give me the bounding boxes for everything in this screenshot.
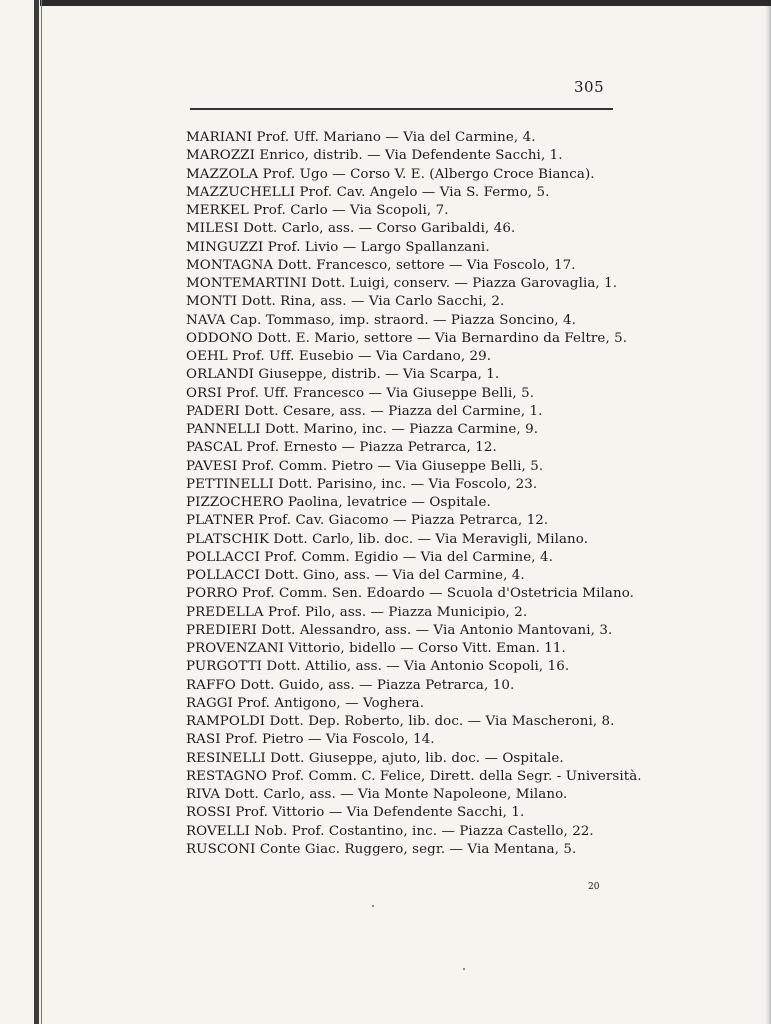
directory-entry: MERKEL Prof. Carlo — Via Scopoli, 7. (186, 203, 449, 218)
directory-entry: PADERI Dott. Cesare, ass. — Piazza del Carmine, 1. (186, 403, 543, 419)
directory-entry: PIZZOCHERO Paolina, levatrice — Ospitale. (186, 495, 491, 510)
speck (372, 905, 374, 907)
directory-entry: PASCAL Prof. Ernesto — Piazza Petrarca, 12. (186, 440, 497, 456)
directory-entry: MAZZOLA Prof. Ugo — Corso V. E. (Albergo Croce Bianca). (186, 166, 595, 182)
page-number: 305 (574, 78, 605, 96)
directory-entry: RAFFO Dott. Guido, ass. — Piazza Petrarca, 10. (186, 677, 515, 693)
directory-entry: PANNELLI Dott. Marino, inc. — Piazza Carmine, 9. (186, 422, 539, 437)
directory-entry: ORSI Prof. Uff. Francesco — Via Giuseppe Belli, 5. (186, 385, 535, 401)
directory-entry: MONTI Dott. Rina, ass. — Via Carlo Sacchi, 2. (186, 294, 505, 310)
directory-entry: RUSCONI Conte Giac. Ruggero, segr. — Via Mentana, 5. (186, 841, 577, 857)
page-top-edge (40, 0, 771, 6)
directory-entry: MINGUZZI Prof. Livio — Largo Spallanzani. (186, 239, 490, 255)
speck (463, 968, 465, 970)
header-rule (190, 108, 613, 110)
signature-mark: 20 (588, 882, 600, 892)
directory-entry: MARIANI Prof. Uff. Mariano — Via del Carmine, 4. (186, 130, 536, 145)
directory-entry: MONTAGNA Dott. Francesco, settore — Via Foscolo, 17. (186, 257, 576, 273)
directory-entry: POLLACCI Prof. Comm. Egidio — Via del Carmine, 4. (186, 549, 553, 565)
directory-entry: MAZZUCHELLI Prof. Cav. Angelo — Via S. Fermo, 5. (186, 184, 550, 200)
directory-entry: RESINELLI Dott. Giuseppe, ajuto, lib. doc. — Ospitale. (186, 750, 564, 766)
directory-entry: PLATNER Prof. Cav. Giacomo — Piazza Petrarca, 12. (186, 513, 549, 529)
directory-entry: POLLACCI Dott. Gino, ass. — Via del Carmine, 4. (186, 568, 525, 583)
directory-entry: MILESI Dott. Carlo, ass. — Corso Garibaldi, 46. (186, 221, 516, 237)
directory-entry: PREDIERI Dott. Alessandro, ass. — Via Antonio Mantovani, 3. (186, 622, 613, 638)
directory-entry: MAROZZI Enrico, distrib. — Via Defendente Sacchi, 1. (186, 148, 563, 164)
directory-entry: ORLANDI Giuseppe, distrib. — Via Scarpa, 1. (186, 367, 500, 383)
directory-entry: RIVA Dott. Carlo, ass. — Via Monte Napoleone, Milano. (186, 787, 568, 802)
directory-entry: ROSSI Prof. Vittorio — Via Defendente Sacchi, 1. (186, 805, 525, 821)
directory-entry: PLATSCHIK Dott. Carlo, lib. doc. — Via Meravigli, Milano. (186, 531, 589, 547)
directory-entry: PROVENZANI Vittorio, bidello — Corso Vitt. Eman. 11. (186, 641, 566, 656)
directory-entry: ROVELLI Nob. Prof. Costantino, inc. — Piazza Castello, 22. (186, 823, 594, 839)
directory-entry: RASI Prof. Pietro — Via Foscolo, 14. (186, 732, 435, 748)
binding-edge (34, 0, 39, 1024)
directory-entry: ODDONO Dott. E. Mario, settore — Via Bernardino da Feltre, 5. (186, 330, 628, 346)
page-right-edge (765, 6, 771, 1024)
directory-entry: MONTEMARTINI Dott. Luigi, conserv. — Piazza Garovaglia, 1. (186, 276, 618, 291)
directory-entry: PORRO Prof. Comm. Sen. Edoardo — Scuola d'Ostetricia Milano. (186, 586, 634, 602)
directory-entry: PREDELLA Prof. Pilo, ass. — Piazza Municipio, 2. (186, 604, 528, 620)
directory-entry: PURGOTTI Dott. Attilio, ass. — Via Antonio Scopoli, 16. (186, 659, 570, 675)
directory-entry: RESTAGNO Prof. Comm. C. Felice, Dirett. della Segr. - Università. (186, 768, 642, 784)
directory-entry: RAMPOLDI Dott. Dep. Roberto, lib. doc. — Via Mascheroni, 8. (186, 714, 615, 729)
directory-entry: RAGGI Prof. Antigono, — Voghera. (186, 695, 425, 711)
directory-list (186, 129, 656, 859)
directory-entry: PAVESI Prof. Comm. Pietro — Via Giuseppe Belli, 5. (186, 458, 544, 474)
directory-entry: PETTINELLI Dott. Parisino, inc. — Via Foscolo, 23. (186, 476, 538, 492)
directory-entry: NAVA Cap. Tommaso, imp. straord. — Piazza Soncino, 4. (186, 312, 576, 328)
binding-edge-line (41, 0, 42, 1024)
directory-entry: OEHL Prof. Uff. Eusebio — Via Cardano, 29. (186, 349, 492, 364)
